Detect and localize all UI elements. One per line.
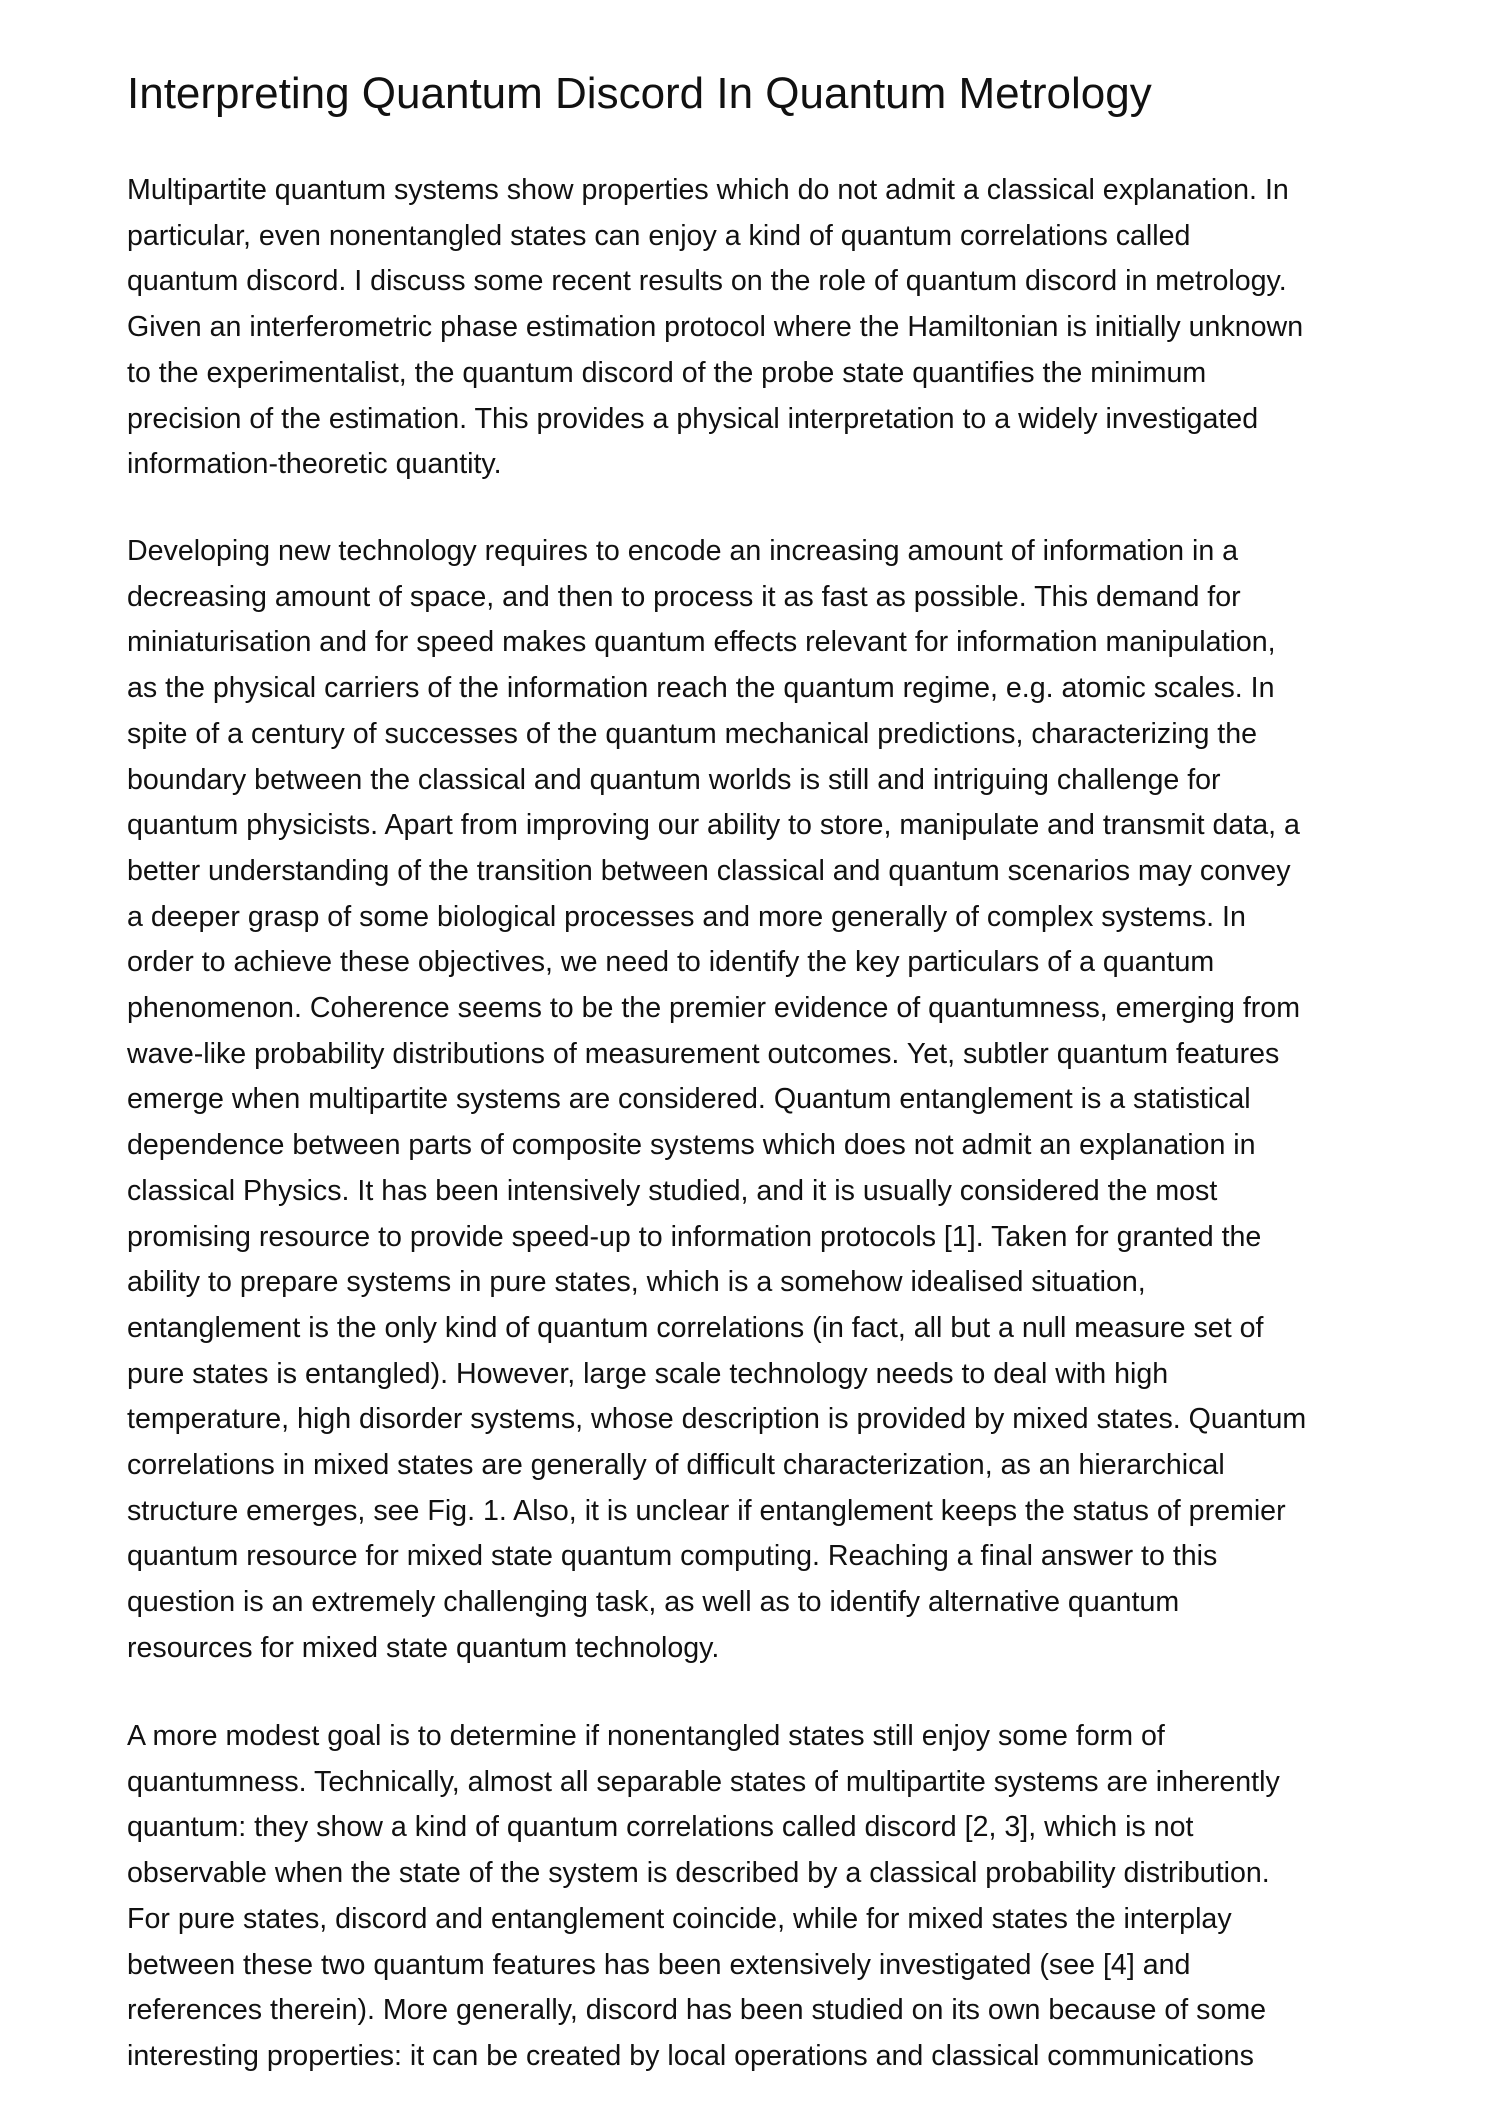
text-line: spite of a century of successes of the quantum mechanical predictions, characterizing the <box>127 717 1258 750</box>
text-line: Multipartite quantum systems show properties which do not admit a classical explanation. In <box>127 174 1289 206</box>
text-line: wave-like probability distributions of measurement outcomes. Yet, subtler quantum features <box>127 1037 1280 1070</box>
text-line: between these two quantum features has been extensively investigated (see [4] and <box>127 1948 1191 1981</box>
text-line: precision of the estimation. This provides a physical interpretation to a widely investigated <box>127 402 1259 435</box>
text-line: classical Physics. It has been intensively studied, and it is usually considered the most <box>127 1174 1218 1207</box>
text-line: quantum resource for mixed state quantum computing. Reaching a final answer to this <box>127 1540 1218 1573</box>
text-line: ability to prepare systems in pure states, which is a somehow idealised situation, <box>127 1266 1146 1299</box>
text-line: references therein). More generally, discord has been studied on its own because of some <box>127 1994 1267 2027</box>
text-line: quantum: they show a kind of quantum correlations called discord [2, 3], which is not <box>127 1811 1194 1844</box>
text-line: information-theoretic quantity. <box>127 448 502 481</box>
text-line: resources for mixed state quantum technology. <box>127 1631 720 1664</box>
text-line: emerge when multipartite systems are considered. Quantum entanglement is a statistical <box>127 1083 1251 1116</box>
text-line: decreasing amount of space, and then to process it as fast as possible. This demand for <box>127 580 1241 613</box>
paragraph-abstract <box>127 168 1303 488</box>
text-line: to the experimentalist, the quantum discord of the probe state quantifies the minimum <box>127 356 1207 389</box>
text-line: quantumness. Technically, almost all separable states of multipartite systems are inherently <box>127 1765 1280 1798</box>
text-line: quantum discord. I discuss some recent results on the role of quantum discord in metrology. <box>127 265 1287 298</box>
text-line: particular, even nonentangled states can enjoy a kind of quantum correlations called <box>127 219 1191 252</box>
document-title: Interpreting Quantum Discord In Quantum Metrology <box>127 69 1152 118</box>
text-line: better understanding of the transition between classical and quantum scenarios may convey <box>127 854 1291 887</box>
text-line: Given an interferometric phase estimation protocol where the Hamiltonian is initially unknown <box>127 311 1304 344</box>
text-line: For pure states, discord and entanglement coincide, while for mixed states the interplay <box>127 1902 1232 1935</box>
text-line: boundary between the classical and quantum worlds is still and intriguing challenge for <box>127 763 1221 796</box>
text-line: entanglement is the only kind of quantum correlations (in fact, all but a null measure set of <box>127 1311 1264 1344</box>
text-line: correlations in mixed states are generally of difficult characterization, as an hierarchical <box>127 1449 1225 1482</box>
text-line: pure states is entangled). However, large scale technology needs to deal with high <box>127 1357 1169 1390</box>
text-line: Developing new technology requires to encode an increasing amount of information in a <box>127 535 1239 567</box>
text-line: interesting properties: it can be created by local operations and classical communications <box>127 2039 1254 2072</box>
text-line: as the physical carriers of the information reach the quantum regime, e.g. atomic scales. In <box>127 672 1275 705</box>
text-line: phenomenon. Coherence seems to be the premier evidence of quantumness, emerging from <box>127 992 1301 1025</box>
paragraph-introduction <box>127 529 1306 1672</box>
text-line: structure emerges, see Fig. 1. Also, it is unclear if entanglement keeps the status of premier <box>127 1494 1286 1527</box>
text-line: miniaturisation and for speed makes quantum effects relevant for information manipulation, <box>127 626 1276 659</box>
paragraph-discord <box>127 1714 1280 2080</box>
text-line: order to achieve these objectives, we need to identify the key particulars of a quantum <box>127 946 1215 979</box>
text-line: question is an extremely challenging task, as well as to identify alternative quantum <box>127 1586 1180 1619</box>
text-line: promising resource to provide speed-up to information protocols [1]. Taken for granted the <box>127 1220 1262 1253</box>
text-line: A more modest goal is to determine if nonentangled states still enjoy some form of <box>127 1720 1165 1752</box>
text-line: quantum physicists. Apart from improving our ability to store, manipulate and transmit data, a <box>127 809 1300 842</box>
text-line: temperature, high disorder systems, whose description is provided by mixed states. Quantum <box>127 1403 1307 1436</box>
text-line: dependence between parts of composite systems which does not admit an explanation in <box>127 1129 1256 1162</box>
text-line: a deeper grasp of some biological processes and more generally of complex systems. In <box>127 900 1246 933</box>
text-line: observable when the state of the system is described by a classical probability distribution. <box>127 1857 1270 1890</box>
